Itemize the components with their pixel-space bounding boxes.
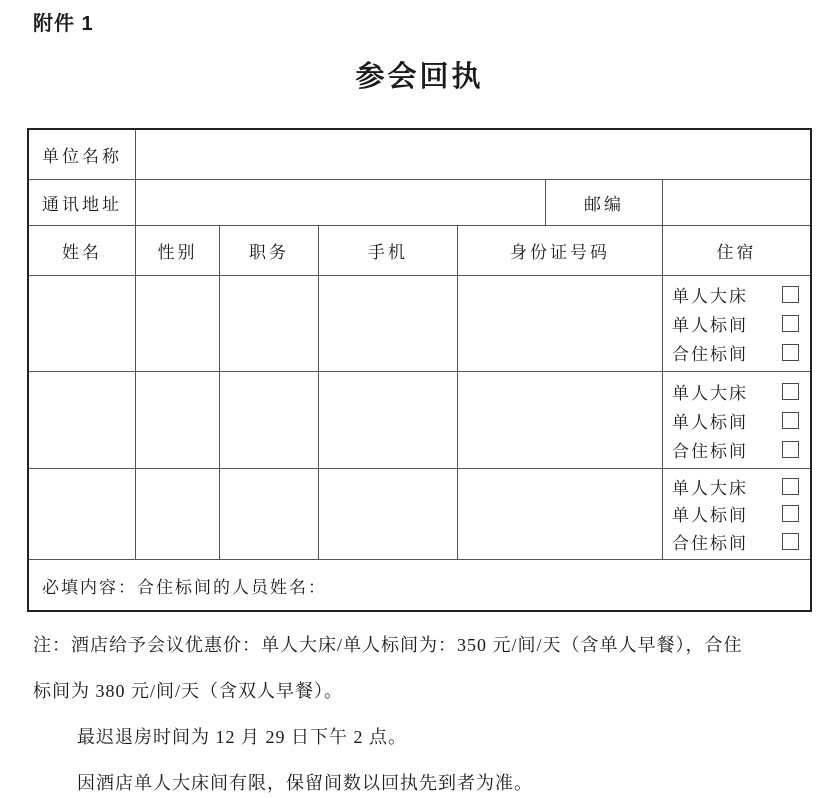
checkbox-icon[interactable] [782, 505, 799, 522]
checkbox-icon[interactable] [782, 478, 799, 495]
position-input-cell[interactable] [219, 469, 318, 559]
checkbox-icon[interactable] [782, 412, 799, 429]
attendee-row-2 [29, 371, 810, 468]
checkbox-icon[interactable] [782, 344, 799, 361]
notes-block [33, 622, 812, 799]
attendee-row-3 [29, 468, 810, 559]
attachment-label: 附件 1 [33, 13, 94, 35]
lodging-option [663, 528, 810, 555]
column-header-lodging: 住宿 [662, 226, 810, 275]
lodging-option [663, 280, 810, 309]
name-input-cell[interactable] [29, 372, 135, 468]
row-address [29, 179, 810, 225]
lodging-option [663, 473, 810, 500]
note-line-2: 标间为 380 元/间/天（含双人早餐）。 [33, 681, 344, 701]
postal-label: 邮编 [545, 180, 662, 225]
column-header-mobile: 手机 [318, 226, 457, 275]
column-header-gender: 性别 [135, 226, 219, 275]
lodging-option [663, 338, 810, 367]
mobile-input-cell[interactable] [318, 372, 457, 468]
lodging-option-label: 合住标间 [672, 533, 748, 553]
lodging-option-label: 单人标间 [672, 316, 748, 335]
column-header-id-number: 身份证号码 [457, 226, 662, 275]
name-input-cell[interactable] [29, 276, 135, 371]
lodging-cell [662, 372, 810, 468]
lodging-option-label: 合住标间 [672, 345, 748, 364]
address-input-cell[interactable] [135, 180, 545, 225]
attendee-row-1 [29, 275, 810, 371]
lodging-option [663, 377, 810, 406]
column-header-name: 姓名 [62, 243, 102, 262]
gender-input-cell[interactable] [135, 372, 219, 468]
unit-name-input-cell[interactable] [135, 130, 810, 179]
mobile-input-cell[interactable] [318, 469, 457, 559]
lodging-option-label: 单人标间 [672, 506, 748, 526]
note-line-3: 最迟退房时间为 12 月 29 日下午 2 点。 [77, 727, 407, 747]
note-line-1: 注：酒店给予会议优惠价：单人大床/单人标间为：350 元/间/天（含单人早餐），合住 [33, 635, 743, 655]
id-number-input-cell[interactable] [457, 276, 662, 371]
position-input-cell[interactable] [219, 276, 318, 371]
position-input-cell[interactable] [219, 372, 318, 468]
postal-input-cell[interactable] [662, 180, 810, 225]
page-title: 参会回执 [355, 61, 484, 93]
lodging-cell [662, 276, 810, 371]
id-number-input-cell[interactable] [457, 372, 662, 468]
id-number-input-cell[interactable] [457, 469, 662, 559]
gender-input-cell[interactable] [135, 276, 219, 371]
lodging-option-label: 单人大床 [672, 383, 748, 403]
checkbox-icon[interactable] [782, 315, 799, 332]
lodging-option [663, 406, 810, 435]
lodging-option [663, 309, 810, 338]
row-required-note [29, 559, 810, 610]
checkbox-icon[interactable] [782, 286, 799, 303]
note-line-4: 因酒店单人大床间有限，保留间数以回执先到者为准。 [77, 773, 533, 793]
row-unit-name [29, 130, 810, 179]
lodging-option [663, 500, 810, 527]
lodging-option-label: 合住标间 [672, 441, 748, 461]
checkbox-icon[interactable] [782, 533, 799, 550]
row-table-header [29, 225, 810, 275]
lodging-option-label: 单人标间 [672, 412, 748, 432]
lodging-option-label: 单人大床 [672, 479, 748, 499]
lodging-option [663, 435, 810, 464]
required-note-text[interactable]: 必填内容：合住标间的人员姓名： [42, 577, 327, 597]
gender-input-cell[interactable] [135, 469, 219, 559]
reply-form-table [27, 128, 812, 612]
lodging-option-label: 单人大床 [672, 287, 748, 306]
name-input-cell[interactable] [29, 469, 135, 559]
mobile-input-cell[interactable] [318, 276, 457, 371]
address-label: 通讯地址 [42, 195, 122, 214]
checkbox-icon[interactable] [782, 383, 799, 400]
checkbox-icon[interactable] [782, 441, 799, 458]
unit-name-label: 单位名称 [42, 147, 122, 166]
lodging-cell [662, 469, 810, 559]
column-header-position: 职务 [219, 226, 318, 275]
